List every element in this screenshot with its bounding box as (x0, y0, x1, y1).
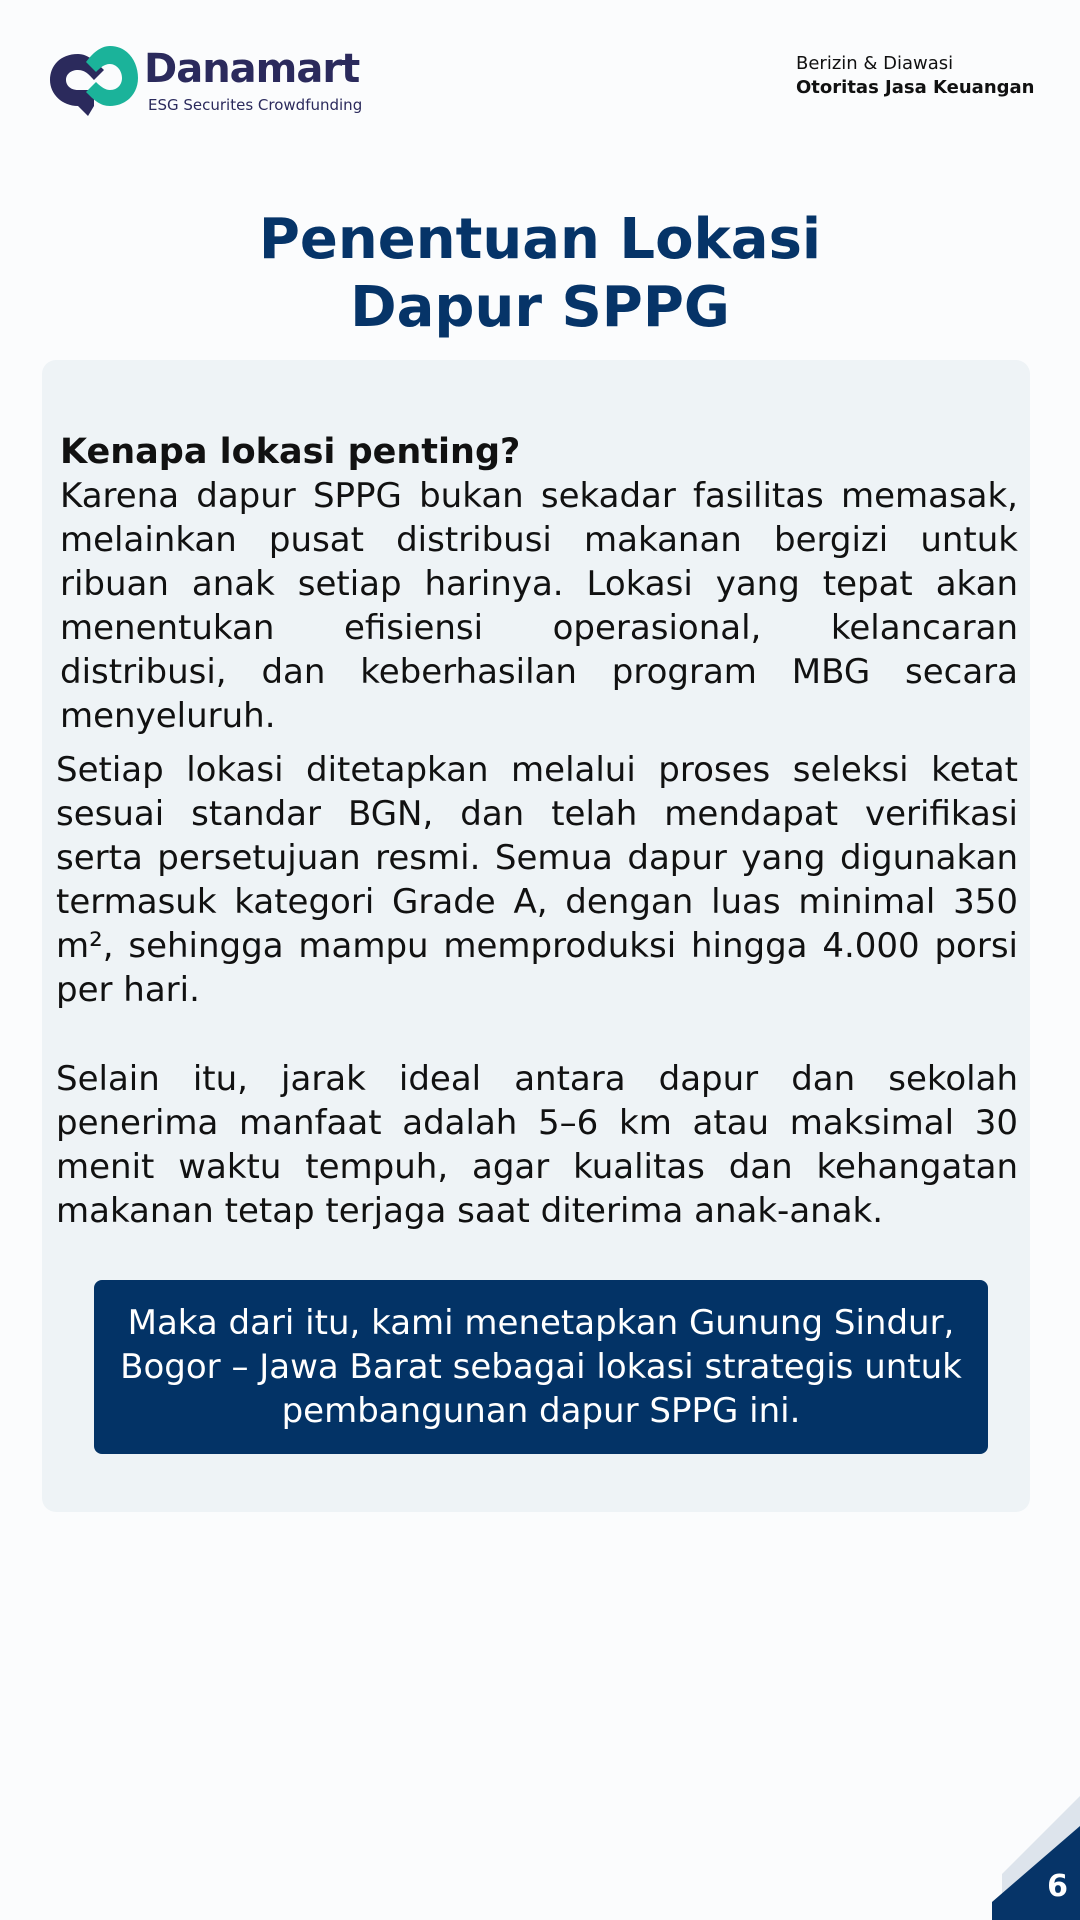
paragraph-3: Selain itu, jarak ideal antara dapur dan sekolah penerima manfaat adalah 5–6 km atau maksimal 30 menit waktu tempuh, agar kualitas dan kehangatan makanan tetap terjaga saat diterima anak-anak. (56, 1059, 1018, 1231)
highlight-text: Maka dari itu, kami menetapkan Gunung Sindur, Bogor – Jawa Barat sebagai lokasi strategis untuk pembangunan dapur SPPG ini. (120, 1303, 962, 1431)
regulator-line-2: Otoritas Jasa Keuangan (796, 77, 1035, 98)
intro-section (60, 430, 1018, 738)
page-title-line-2: Dapur SPPG (350, 275, 730, 340)
regulator-line-1: Berizin & Diawasi (796, 53, 954, 74)
section-heading: Kenapa lokasi penting? (60, 432, 521, 472)
regulator-note (796, 52, 1035, 100)
paragraph-1: Karena dapur SPPG bukan sekadar fasilitas memasak, melainkan pusat distribusi makanan bergizi untuk ribuan anak setiap harinya. Lokasi yang tepat akan menentukan efisiensi operasional, kelancaran distribusi, dan keberhasilan program MBG secara menyeluruh. (60, 476, 1018, 736)
highlight-box (94, 1280, 988, 1454)
paragraph-2: Setiap lokasi ditetapkan melalui proses seleksi ketat sesuai standar BGN, dan telah mendapat verifikasi serta persetujuan resmi. Semua dapur yang digunakan termasuk kategori Grade A, dengan luas minimal 350 m², sehingga mampu memproduksi hingga 4.000 porsi per hari. (56, 750, 1018, 1010)
header (0, 0, 1080, 130)
danamart-infinity-logo-icon (48, 42, 140, 118)
page-title-line-1: Penentuan Lokasi (258, 207, 822, 272)
page-number: 6 (1047, 1869, 1068, 1904)
brand-name: Danamart (144, 46, 360, 92)
page-title (0, 206, 1080, 342)
brand-tagline: ESG Securites Crowdfunding (148, 96, 363, 114)
danamart-logo[interactable] (48, 42, 368, 122)
